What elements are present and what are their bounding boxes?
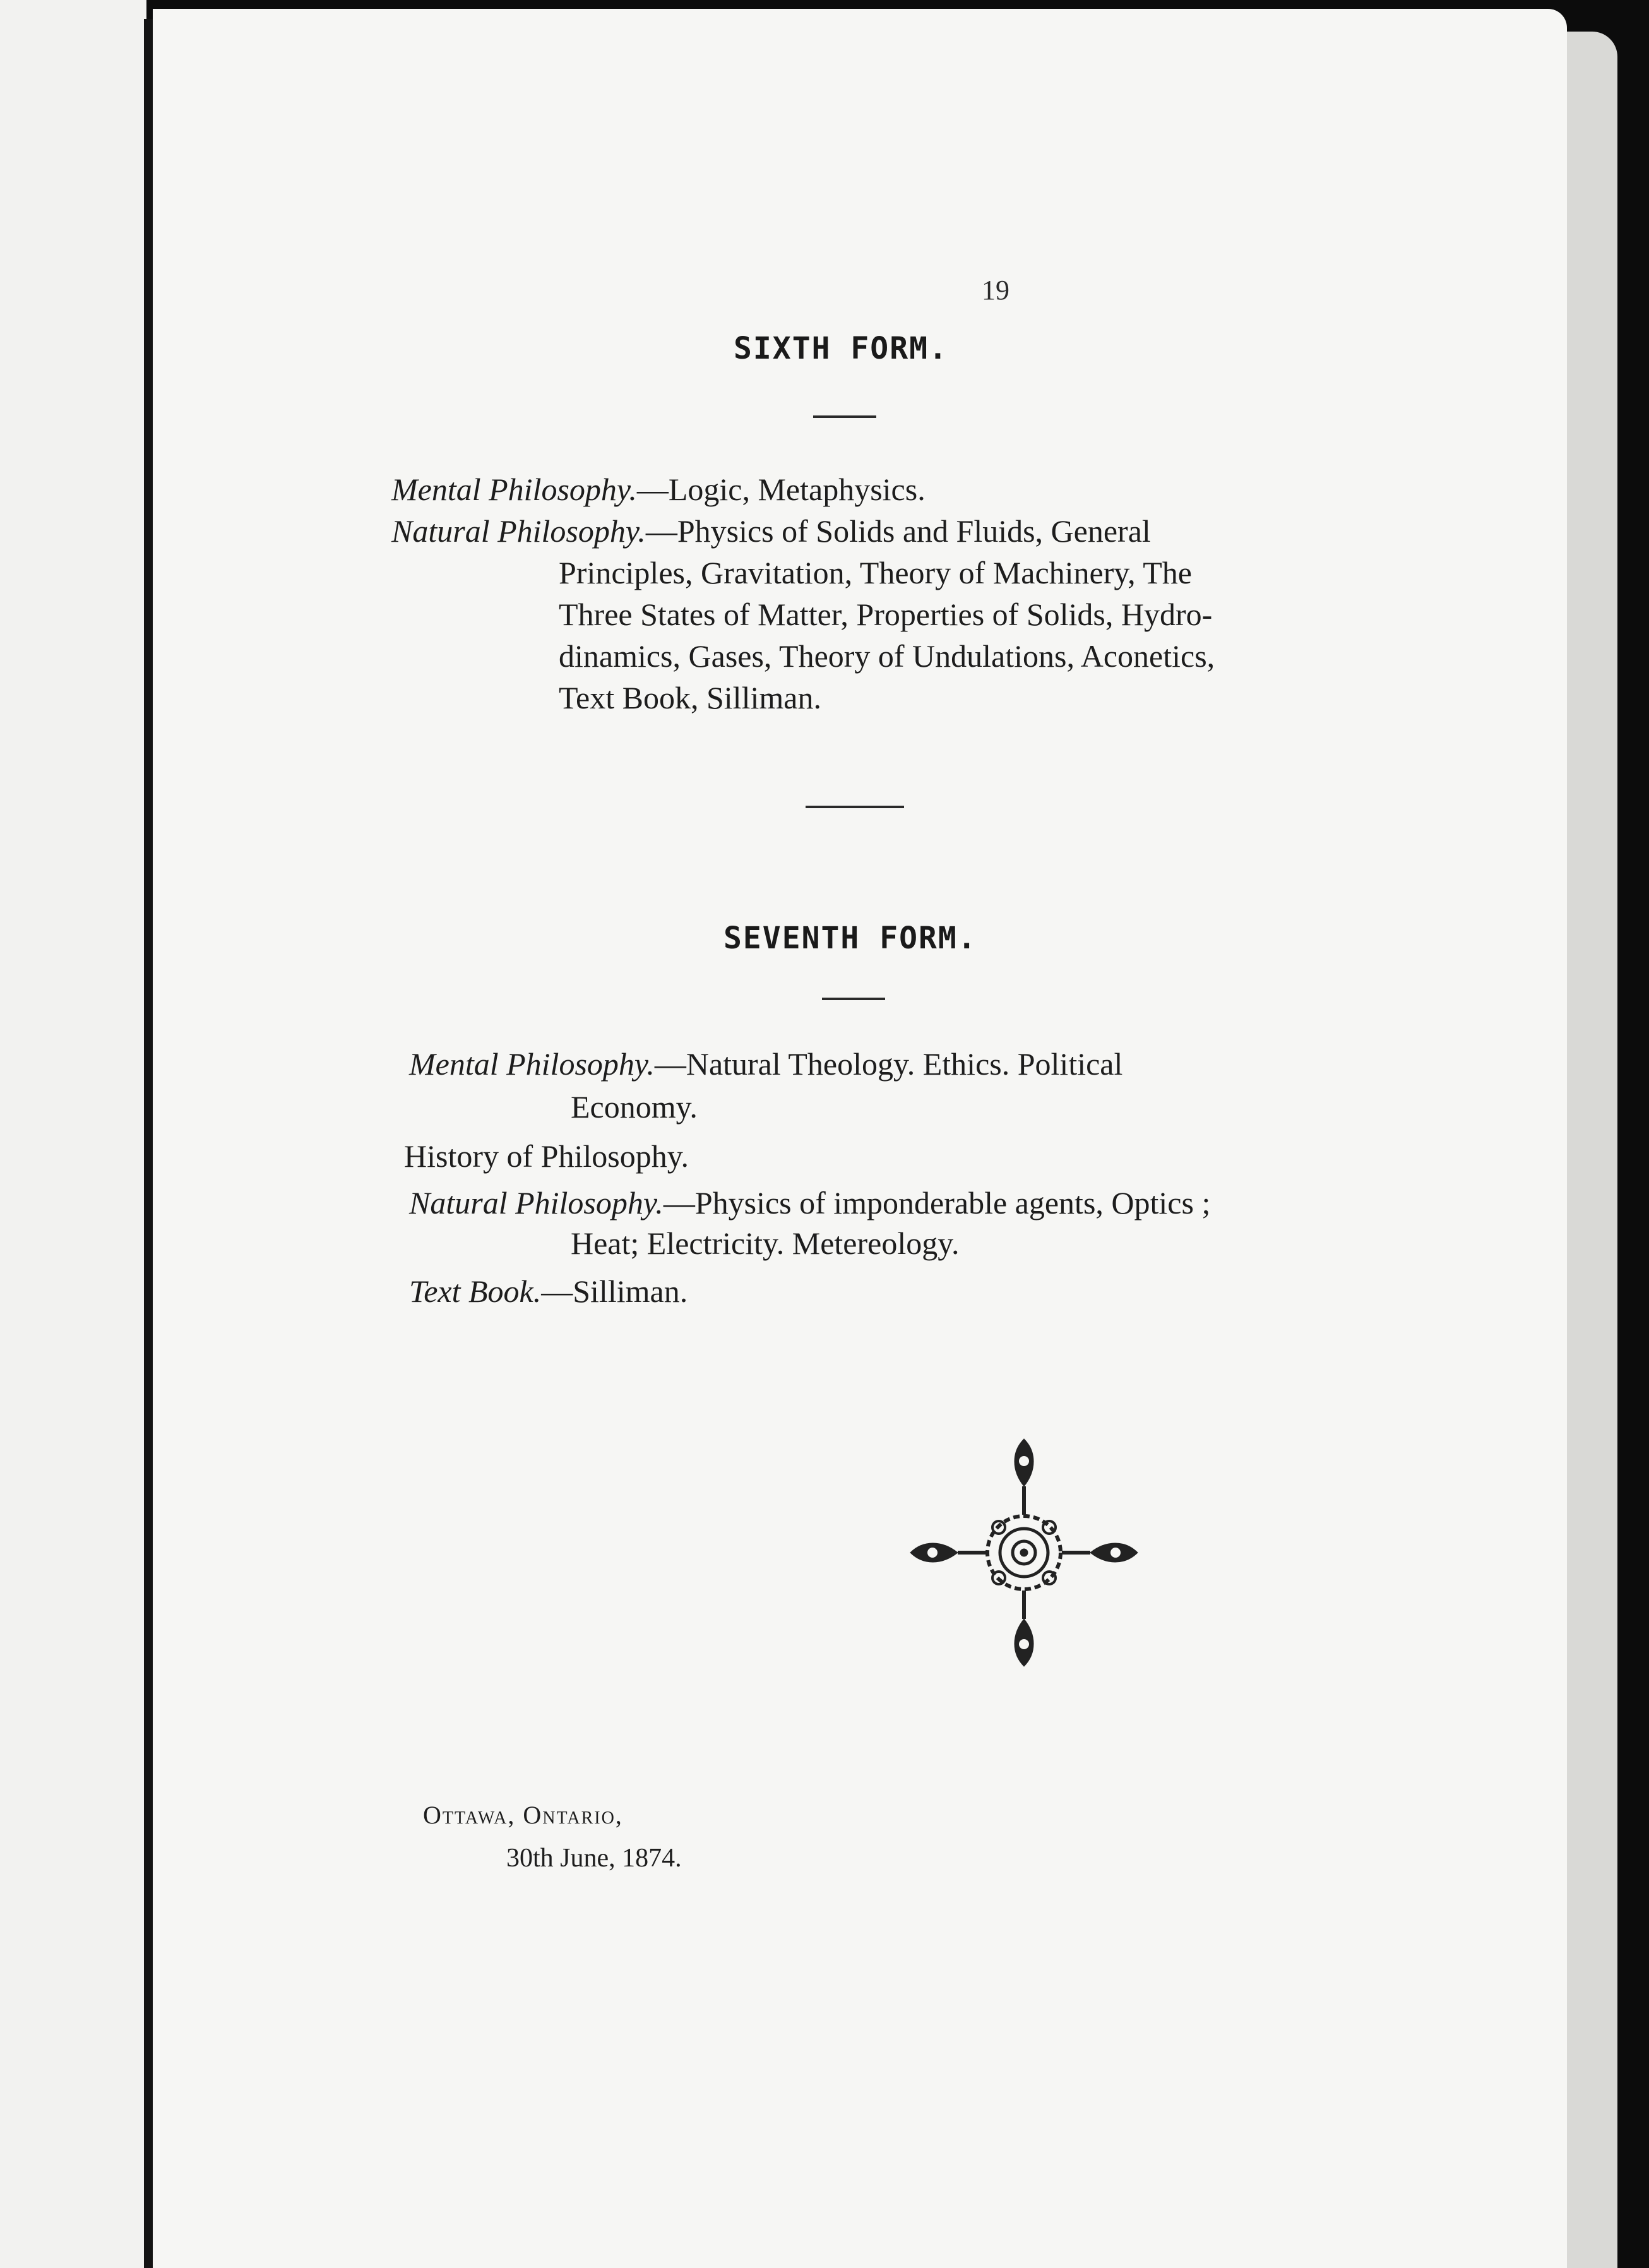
- seventh-mental-line1: —Natural Theology. Ethics. Political: [654, 1046, 1123, 1082]
- seventh-textbook: [409, 1272, 688, 1311]
- sixth-mental-philosophy: [391, 470, 926, 509]
- sixth-mental-text: —Logic, Metaphysics.: [636, 472, 926, 507]
- sixth-mental-label: Mental Philosophy.: [391, 472, 637, 507]
- left-page-edge: [0, 0, 146, 2268]
- binding-gutter: [144, 19, 153, 2268]
- sixth-natural-line1: —Physics of Solids and Fluids, General: [645, 513, 1151, 549]
- seventh-form-heading: SEVENTH FORM.: [723, 921, 977, 956]
- divider: [822, 998, 885, 1000]
- floral-cross-icon: [904, 1433, 1144, 1673]
- seventh-mental-label: Mental Philosophy.: [409, 1046, 655, 1082]
- sixth-natural-line4: dinamics, Gases, Theory of Undulations, Aconetics,: [559, 638, 1215, 674]
- sixth-natural-line2: Principles, Gravitation, Theory of Machinery, The: [559, 555, 1192, 590]
- signoff-date: 30th June, 1874.: [506, 1844, 682, 1873]
- seventh-natural-philosophy: [409, 1183, 1210, 1222]
- sixth-natural-label: Natural Philosophy.: [391, 513, 646, 549]
- seventh-natural-line1: —Physics of imponderable agents, Optics ;: [663, 1185, 1211, 1221]
- sixth-form-heading: SIXTH FORM.: [734, 331, 948, 366]
- sixth-natural-line5: Text Book, Silliman.: [559, 680, 821, 715]
- page: [153, 9, 1567, 2268]
- page-number: 19: [982, 275, 1009, 306]
- seventh-mental-philosophy: [409, 1044, 1122, 1083]
- divider: [813, 415, 876, 418]
- seventh-natural-line2: Heat; Electricity. Metereology.: [571, 1226, 960, 1261]
- section-divider: [806, 806, 904, 808]
- signoff-place: Ottawa, Ontario,: [423, 1801, 623, 1829]
- seventh-mental-line2: Economy.: [571, 1089, 698, 1125]
- seventh-textbook-label: Text Book.: [409, 1274, 542, 1309]
- sixth-natural-philosophy: [391, 511, 1151, 551]
- sixth-natural-line3: Three States of Matter, Properties of Solids, Hydro-: [559, 597, 1213, 632]
- seventh-natural-label: Natural Philosophy.: [409, 1185, 664, 1221]
- seventh-history: History of Philosophy.: [404, 1138, 689, 1174]
- seventh-textbook-text: —Silliman.: [541, 1274, 688, 1309]
